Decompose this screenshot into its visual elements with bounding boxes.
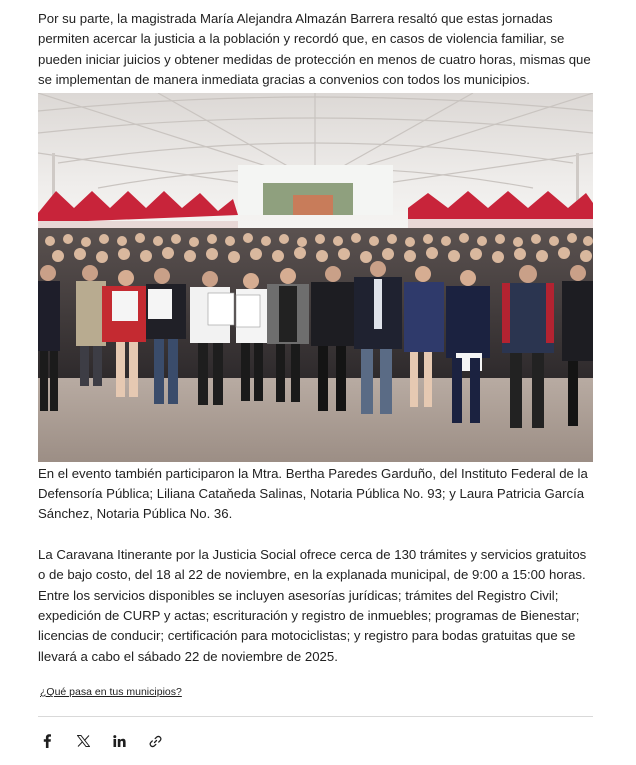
event-photo	[38, 93, 593, 462]
related-link[interactable]: ¿Qué pasa en tus municipios?	[40, 686, 182, 699]
copy-link-button[interactable]	[146, 732, 164, 750]
share-x-button[interactable]	[74, 732, 92, 750]
article-paragraph: La Caravana Itinerante por la Justicia Social ofrece cerca de 130 trámites y servicios gratuitos o de bajo costo, del 18 al 22 de noviembre, en la explanada municipal, de 9:00 a 15:00 horas. Entre los servicios disponibles se incluyen asesorías jurídicas; trámites del Registro Civil; expedición de CURP y actas; escrituración y registro de inmuebles; programas de Bienestar; licencias de conducir; certificación para motociclistas; y registro para bodas gratuitas que se llevará a cabo el sábado 22 de noviembre de 2025.	[38, 546, 587, 664]
share-bar	[38, 732, 182, 750]
divider	[38, 716, 593, 717]
share-linkedin-button[interactable]	[110, 732, 128, 750]
article-body	[38, 9, 594, 700]
article-paragraph: Por su parte, la magistrada María Alejandra Almazán Barrera resaltó que estas jornadas permiten acercar la justicia a la población y recordó que, en casos de violencia familiar, se pueden iniciar juicios y obtener medidas de protección en menos de cuatro horas, mismas que se implementan de manera inmediata gracias a convenios con todos los municipios.	[38, 11, 591, 88]
link-icon	[149, 735, 162, 748]
paragraph-spacer	[38, 525, 594, 545]
facebook-icon	[42, 734, 52, 748]
linkedin-icon	[113, 735, 126, 747]
article-paragraph: En el evento también participaron la Mtra. Bertha Paredes Garduño, del Instituto Federal de la Defensoría Pública; Liliana Cataňeda Salinas, Notaria Pública No. 93; y Laura Patricia García Sánchez, Notaria Pública No. 36.	[38, 465, 588, 522]
share-facebook-button[interactable]	[38, 732, 56, 750]
x-icon	[77, 735, 90, 747]
